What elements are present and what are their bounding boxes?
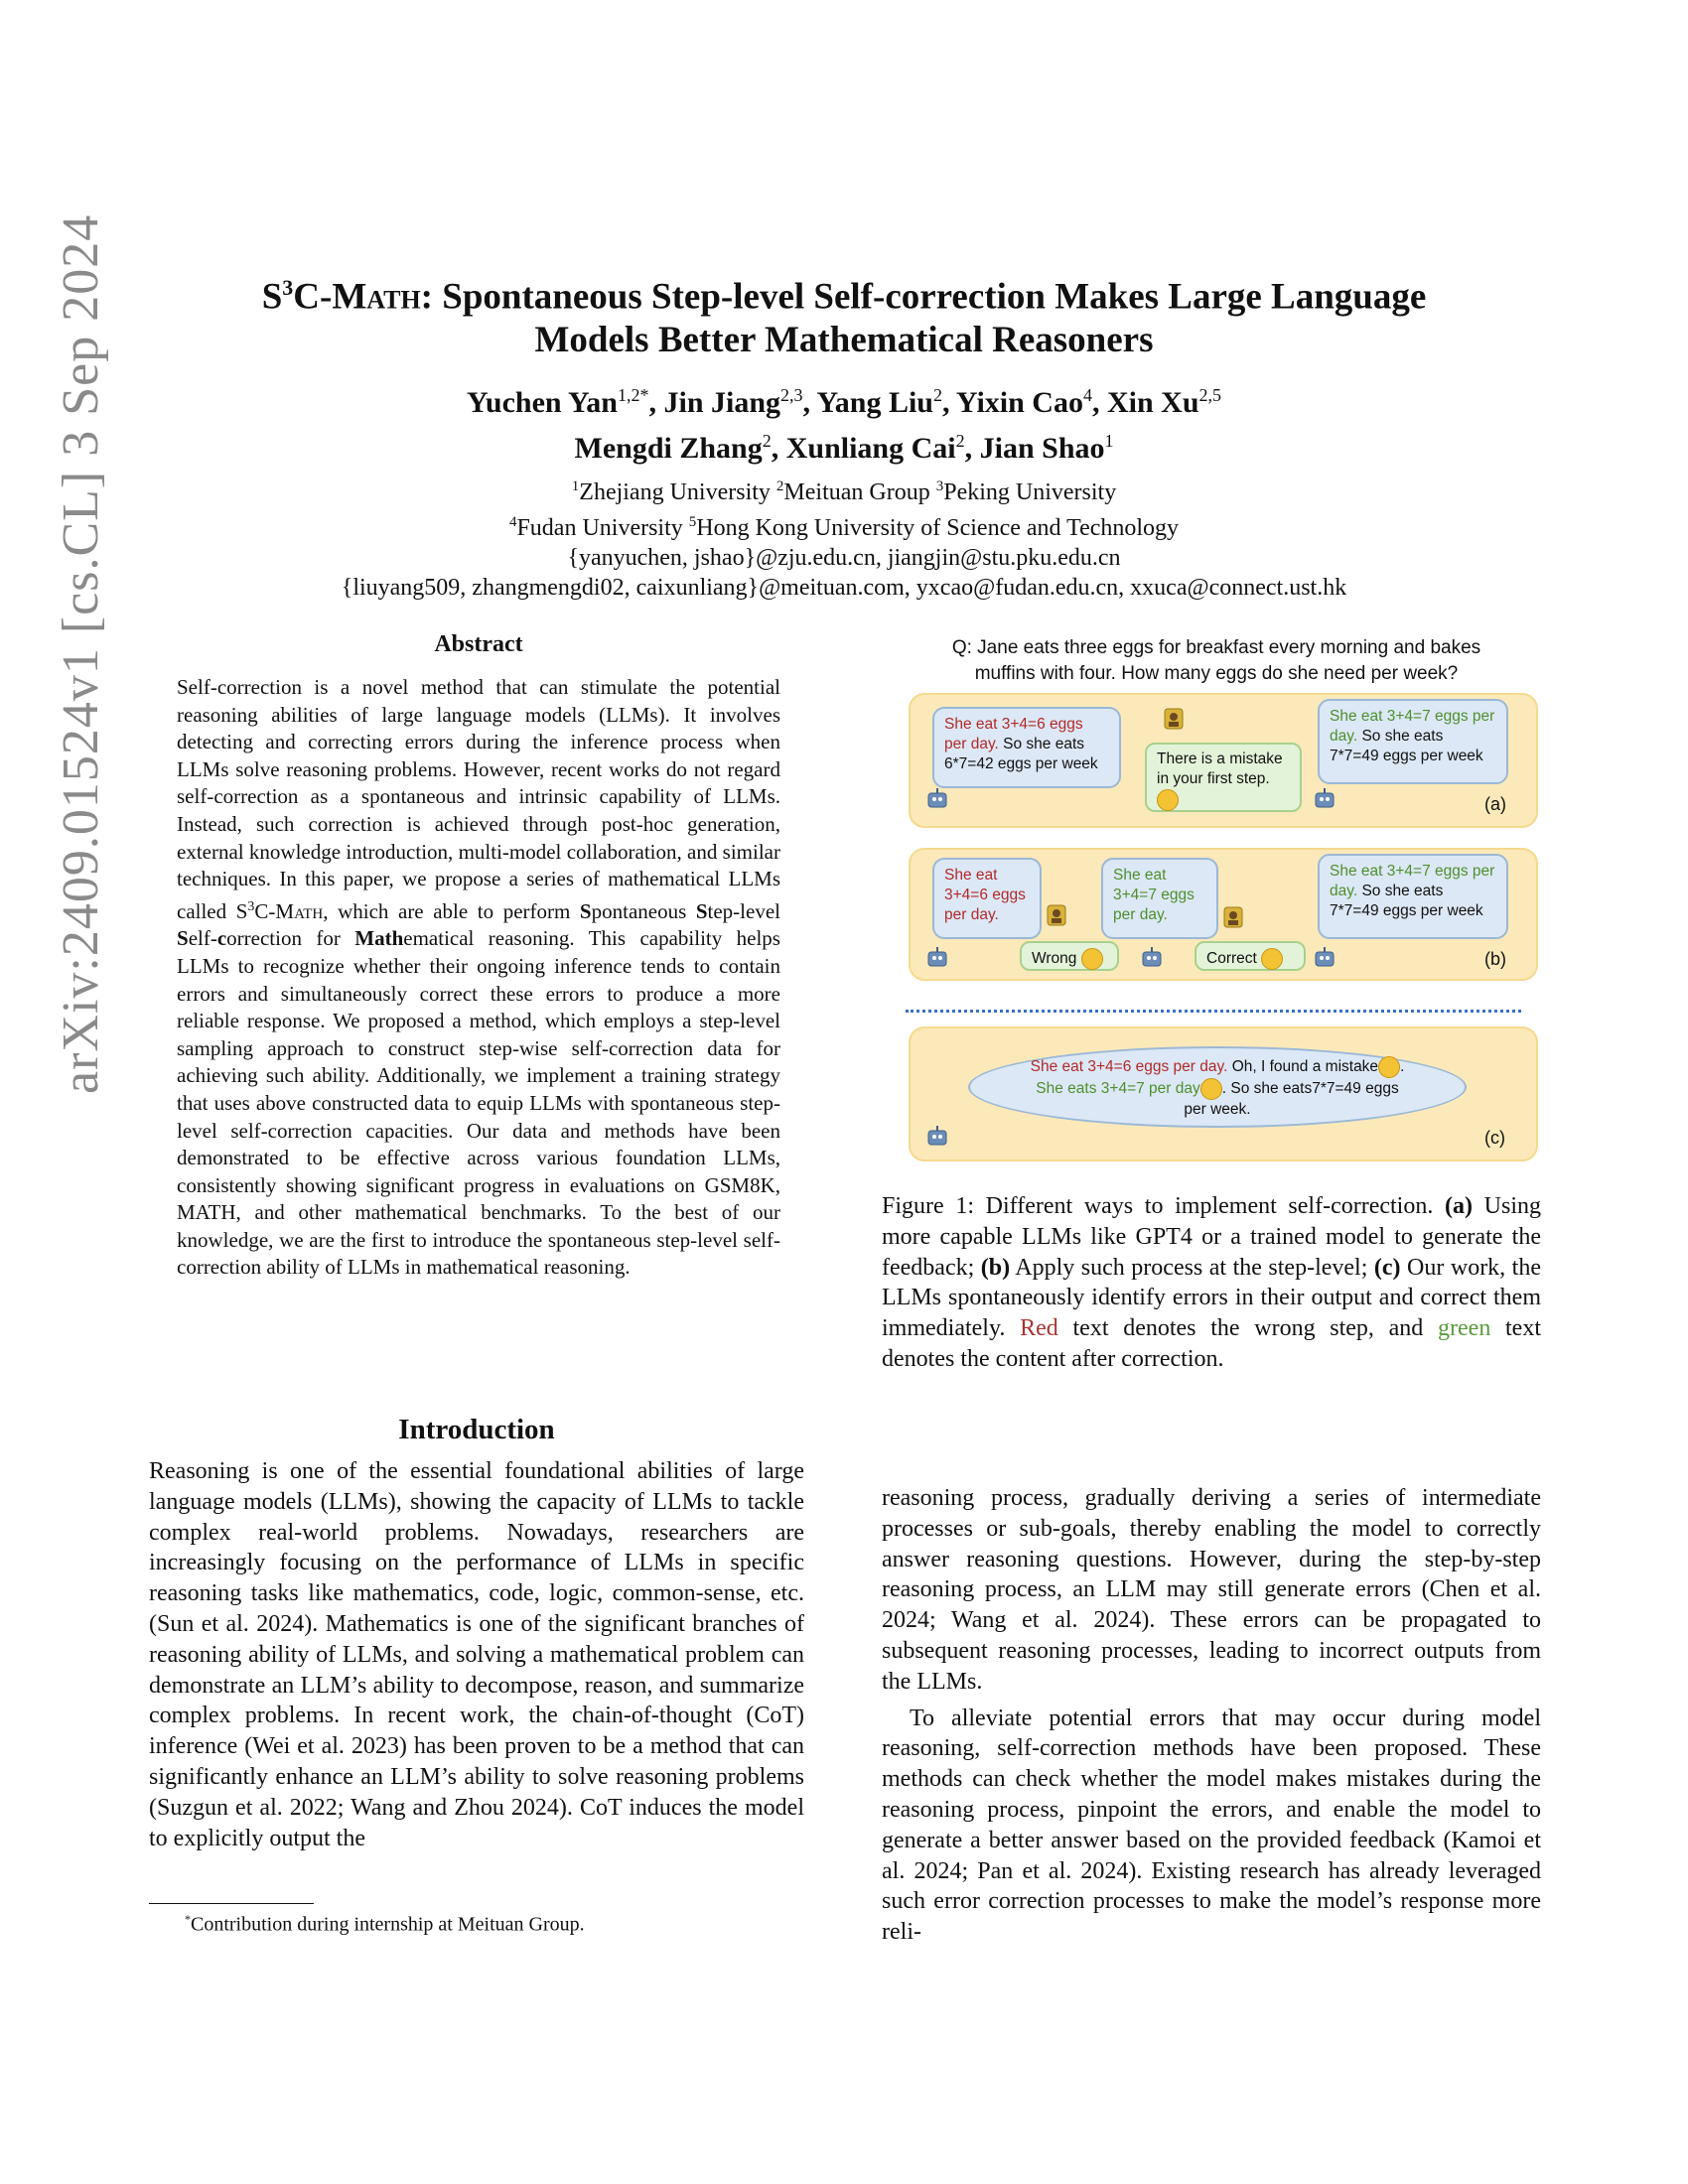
abstract-body: Self-correction is a novel method that can stimulate the potential reasoning abilities of large language models (LLMs). It involves detecting and correcting errors during the inference process when LLMs solve reasoning problems. However, recent works do not regard self-correction as a spontaneous and intrinsic capability of LLMs. Instead, such correction is achieved through post-hoc generation, external knowledge introduction, multi-model collaboration, and similar techniques. In this paper, we propose a series of mathematical LLMs called $S^3C$-Math, which are able to perform Spontaneous Step-level Self-correction for Mathematical reasoning. This capability helps LLMs to recognize whether their ongoing inference tends to contain errors and simultaneously correct these errors to produce a more reliable response. We proposed a method, which employs a step-level sampling approach to construct step-wise self-correction data for achieving such ability. Additionally, we implement a training strategy that uses above constructed data to equip LLMs with spontaneous step-level self-correction capacities. Our data and methods have been demonstrated to be effective across various foundation LLMs, consistently showing significant progress in evaluations on GSM8K, MATH, and other mathematical benchmarks. To the best of our knowledge, we are the first to introduce the spontaneous step-level self-correction ability of LLMs in mathematical reasoning. [177,675,780,1280]
happy-emoji-icon [1200,1078,1222,1100]
abstract-heading: Abstract [434,631,523,657]
panel-b-wrong-feedback: Wrong [1020,941,1119,971]
email-line2: {liuyang509, zhangmengdi02, caixunliang}@meituan.com, yxcao@fudan.edu.cn, xxuca@connect.ust.hk [341,575,1347,602]
abstract-section [177,631,780,1282]
panel-b [909,848,1538,981]
panel-b-label: (b) [1484,949,1506,969]
paper-title: $S^3C$-Math: Spontaneous Step-level Self-correction Makes Large Language [261,275,1427,318]
footnote-rule [149,1903,314,1904]
panel-a-left-bubble: She eat 3+4=6 eggs per day. So she eats 6*7=42 eggs per week [932,707,1121,788]
introduction-body: Reasoning is one of the essential foundational abilities of large language models (LLMs), showing the capacity of LLMs to tackle complex real-world problems. Nowadays, researchers are increasingly focusing on the performance of LLMs in specific reasoning tasks like mathematics, code, logic, common-sense, etc. (Sun et al. 2024). Mathematics is one of the significant branches of reasoning ability of LLMs, and solving a mathematical problem can demonstrate an LLM’s ability to decompose, reason, and summarize complex problems. In recent work, the chain-of-thought (CoT) inference (Wei et al. 2023) has been proven to be a method that can significantly enhance an LLM’s ability to solve reasoning problems (Suzgun et al. 2022; Wang and Zhou 2024). CoT induces the model to explicitly output the [149,1458,804,1851]
robot-icon [924,1124,950,1148]
figure-caption: Figure 1: Different ways to implement self-correction. (a) Using more capable LLMs like GPT4 or a trained model to generate the feedback; (b) Apply such process at the step-level; (c) Our work, the LLMs spontaneously identify errors in their output and correct them immediately. Red text denotes the wrong step, and green text denotes the content after correction. [882,1193,1542,1372]
panel-b-wrong-bubble: She eat 3+4=6 eggs per day. [932,858,1042,939]
introduction-heading: Introduction [398,1414,555,1445]
right-paragraph-1: reasoning process, gradually deriving a series of intermediate processes or sub-goals, thereby enabling the model to correctly answer reasoning questions. However, during the step-by-step reasoning process, an LLM may still generate errors (Chen et al. 2024; Wang et al. 2024). These errors can be propagated to subsequent reasoning processes, leading to incorrect outputs from the LLMs. [882,1485,1541,1695]
happy-emoji-icon [1261,948,1283,970]
panel-c-label: (c) [1484,1128,1505,1148]
panel-a-feedback: There is a mistake in your first step. [1145,743,1302,812]
sad-emoji-icon [1081,948,1103,970]
sad-emoji-icon [1157,789,1179,811]
robot-icon [924,786,950,810]
authors-line1: Yuchen Yan$^{1,2*}$, Jin Jiang$^{2,3}$, Yang Liu$^2$, Yixin Cao$^4$, Xin Xu$^{2,5}$ [466,385,1222,420]
figure-question-line1: Q: Jane eats three eggs for breakfast every morning and bakes [951,637,1481,658]
title-block [149,266,1539,603]
robot-icon [1312,945,1337,969]
figure-1 [899,635,1534,1171]
figure-question-line2: muffins with four. How many eggs do she need per week? [974,663,1459,684]
figure-divider [906,1010,1521,1013]
panel-a-right-bubble: She eat 3+4=7 eggs per day. So she eats 7*7=49 eggs per week [1318,699,1508,784]
human-icon [1222,905,1244,929]
panel-a [909,693,1538,828]
panel-a-label: (a) [1484,794,1506,814]
affiliations-line2: $^4$Fudan University $^5$Hong Kong University of Science and Technology [508,514,1180,542]
robot-icon [1312,786,1337,810]
panel-b-correct-feedback: Correct [1195,941,1306,971]
footnote: *Contribution during internship at Meituan Group. [185,1912,585,1936]
affiliations-line1: $^1$Zhejiang University $^2$Meituan Group $^3$Peking University [571,478,1117,506]
human-icon [1163,707,1185,731]
panel-c-bubble: She eat 3+4=6 eggs per day. Oh, I found a mistake . She eats 3+4=7 per day . So she eats7*7=49 eggs per week. [968,1046,1467,1128]
panel-b-right-bubble: She eat 3+4=7 eggs per day. So she eats 7*7=49 eggs per week [1318,854,1508,939]
authors-line2: Mengdi Zhang$^2$, Xunliang Cai$^2$, Jian Shao$^1$ [574,431,1114,466]
robot-icon [924,945,950,969]
introduction-section [149,1414,804,1853]
arxiv-stamp: arXiv:2409.01524v1 [cs.CL] 3 Sep 2024 [53,213,109,1094]
paper-title-line2: Models Better Mathematical Reasoners [534,320,1154,361]
right-paragraph-2: To alleviate potential errors that may occur during model reasoning, self-correction methods have been proposed. These methods can check whether the model makes mistakes during the reasoning process, pinpoint the errors, and enable the model to generate a better answer based on the provided feedback (Kamoi et al. 2024; Pan et al. 2024). Existing research has already leveraged such error correction processes to make the model’s response more reli- [882,1705,1541,1946]
panel-b-correct-bubble: She eat 3+4=7 eggs per day. [1101,858,1218,939]
email-line1: {yanyuchen, jshao}@zju.edu.cn, jiangjin@stu.pku.edu.cn [567,545,1121,572]
sad-emoji-icon [1378,1056,1400,1078]
human-icon [1046,903,1067,927]
right-column [882,1483,1541,1948]
panel-c [909,1026,1538,1161]
robot-icon [1139,945,1165,969]
